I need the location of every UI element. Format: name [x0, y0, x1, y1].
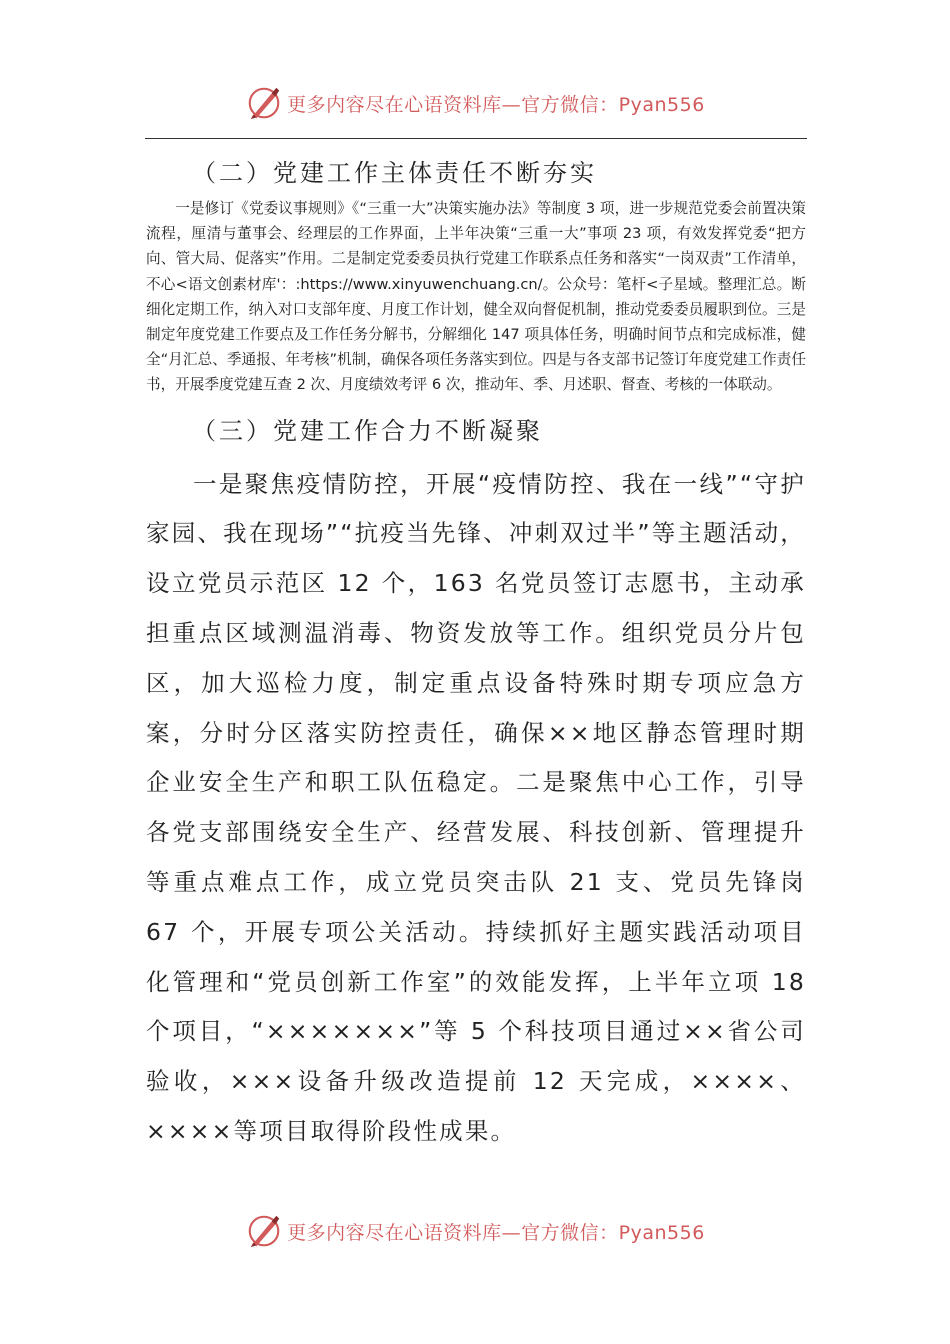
pen-logo-icon	[245, 84, 283, 122]
section-2-paragraph: 一是修订《党委议事规则》《“三重一大”决策实施办法》等制度 3 项，进一步规范党委会前置决策流程，厘清与董事会、经理层的工作界面，上半年决策“三重一大”事项 23 项，有效发挥党委“把方向、管大局、促落实”作用。二是制定党委委员执行党建工作联系点任务和落实“一岗双责”工作清单，不心<语文创素材库'：:https://www.xinyuwenchuang.cn/。公众号：笔杆<子星域。整理汇总。断细化定期工作，纳入对口支部年度、月度工作计划，健全双向督促机制，推动党委委员履职到位。三是制定年度党建工作要点及工作任务分解书，分解细化 147 项具体任务，明确时间节点和完成标准，健全“月汇总、季通报、年考核”机制，确保各项任务落实到位。四是与各支部书记签订年度党建工作责任书，开展季度党建互查 2 次、月度绩效考评 6 次，推动年、季、月述职、督查、考核的一体联动。	[146, 200, 806, 394]
footer-banner	[0, 1208, 950, 1254]
section-2-heading: （二）党建工作主体责任不断夯实	[192, 159, 597, 187]
section-3-heading: （三）党建工作合力不断凝聚	[192, 416, 543, 445]
document-body	[146, 152, 806, 1157]
section-3-paragraph: 一是聚焦疫情防控，开展“疫情防控、我在一线”“守护家园、我在现场”“抗疫当先锋、冲刺双过半”等主题活动，设立党员示范区 12 个，163 名党员签订志愿书，主动承担重点区域测温消毒、物资发放等工作。组织党员分片包区，加大巡检力度，制定重点设备特殊时期专项应急方案，分时分区落实防控责任，确保××地区静态管理时期企业安全生产和职工队伍稳定。二是聚焦中心工作，引导各党支部围绕安全生产、经营发展、科技创新、管理提升等重点难点工作，成立党员突击队 21 支、党员先锋岗 67 个，开展专项公关活动。持续抓好主题实践活动项目化管理和“党员创新工作室”的效能发挥，上半年立项 18 个项目，“×××××××”等 5 个科技项目通过××省公司验收，×××设备升级改造提前 12 天完成，××××、××××等项目取得阶段性成果。	[146, 469, 806, 1145]
header-banner	[0, 80, 950, 126]
footer-banner-text: 更多内容尽在心语资料库—官方微信：Pyan556	[287, 1221, 705, 1244]
header-banner-text: 更多内容尽在心语资料库—官方微信：Pyan556	[287, 93, 705, 116]
pen-logo-icon	[245, 1212, 283, 1250]
header-divider	[145, 138, 807, 139]
